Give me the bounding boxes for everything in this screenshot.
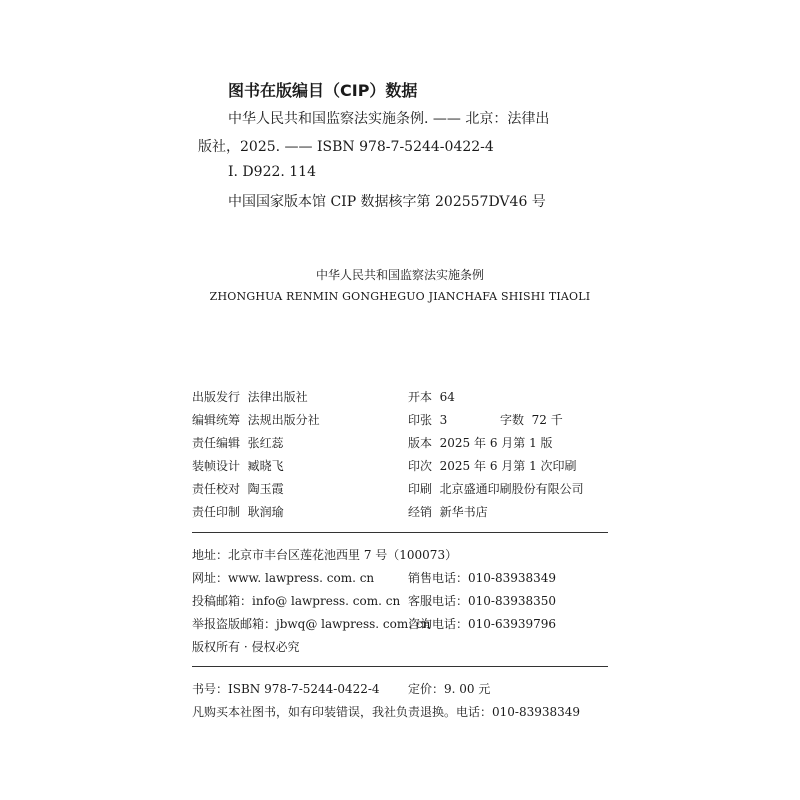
pub-value: 北京盛通印刷股份有限公司 [439, 482, 584, 496]
pub-value: 陶玉霞 [247, 482, 284, 496]
pub-row-editorial [192, 411, 320, 428]
pub-value: 新华书店 [439, 505, 488, 519]
pub-label: 装帧设计 [192, 459, 241, 473]
footer-isbn: 书号：ISBN 978-7-5244-0422-4 [192, 682, 380, 696]
pub-label: 印张 [408, 413, 433, 427]
pub-label: 经销 [408, 505, 433, 519]
pub-row-design [192, 457, 284, 474]
cip-line-1: 中华人民共和国监察法实施条例. —— 北京：法律出 [228, 111, 550, 127]
cip-title: 图书在版编目（CIP）数据 [228, 81, 418, 100]
contact-service-phone: 客服电话：010-83938350 [408, 594, 557, 608]
pub-label: 编辑统筹 [192, 413, 241, 427]
pub-label: 责任印制 [192, 505, 241, 519]
divider-bottom [192, 666, 608, 667]
pub-value: 法规出版分社 [247, 413, 320, 427]
pub-label: 印刷 [408, 482, 433, 496]
contact-sales-phone: 销售电话：010-83938349 [408, 571, 557, 585]
pub-row-format [408, 388, 455, 405]
pub-row-word-count [500, 411, 563, 428]
footer-notice: 凡购买本社图书，如有印装错误，我社负责退换。电话：010-83938349 [192, 705, 581, 719]
pub-row-distributor [408, 503, 488, 520]
pub-row-printing-manager [192, 503, 284, 520]
pub-label: 开本 [408, 390, 433, 404]
pub-value: 3 [439, 413, 448, 427]
copyright-notice: 版权所有 · 侵权必究 [192, 640, 300, 654]
pub-label: 版本 [408, 436, 433, 450]
pub-row-editor [192, 434, 284, 451]
pub-value: 2025 年 6 月第 1 次印刷 [439, 459, 577, 473]
cip-line-4: 中国国家版本馆 CIP 数据核字第 202557DV46 号 [228, 194, 546, 210]
pub-value: 法律出版社 [247, 390, 308, 404]
book-title-cn: 中华人民共和国监察法实施条例 [315, 268, 484, 282]
pub-row-printer [408, 480, 584, 497]
pub-value: 72 千 [531, 413, 563, 427]
pub-row-publisher [192, 388, 308, 405]
footer-price: 定价：9. 00 元 [408, 682, 491, 696]
contact-address: 地址：北京市丰台区莲花池西里 7 号（100073） [192, 548, 458, 562]
pub-label: 责任编辑 [192, 436, 241, 450]
contact-report-email: 举报盗版邮箱：jbwq@ lawpress. com. cn [192, 617, 431, 631]
pub-row-edition [408, 434, 553, 451]
pub-label: 责任校对 [192, 482, 241, 496]
pub-row-impression [408, 457, 577, 474]
pub-value: 64 [439, 390, 455, 404]
book-title-pinyin: ZHONGHUA RENMIN GONGHEGUO JIANCHAFA SHISHI TIAOLI [209, 290, 591, 303]
contact-submission-email: 投稿邮箱：info@ lawpress. com. cn [192, 594, 401, 608]
pub-label: 出版发行 [192, 390, 241, 404]
pub-row-sheets [408, 411, 447, 428]
contact-website: 网址：www. lawpress. com. cn [192, 571, 375, 585]
pub-value: 耿润瑜 [247, 505, 284, 519]
cip-line-3: Ⅰ. D922. 114 [228, 164, 316, 180]
pub-value: 2025 年 6 月第 1 版 [439, 436, 553, 450]
pub-value: 臧晓飞 [247, 459, 284, 473]
pub-row-proofreader [192, 480, 284, 497]
pub-value: 张红蕊 [247, 436, 284, 450]
pub-label: 字数 [500, 413, 525, 427]
pub-label: 印次 [408, 459, 433, 473]
divider-top [192, 532, 608, 533]
cip-line-2: 版社，2025. —— ISBN 978-7-5244-0422-4 [198, 139, 494, 155]
contact-inquiry-phone: 咨询电话：010-63939796 [408, 617, 557, 631]
